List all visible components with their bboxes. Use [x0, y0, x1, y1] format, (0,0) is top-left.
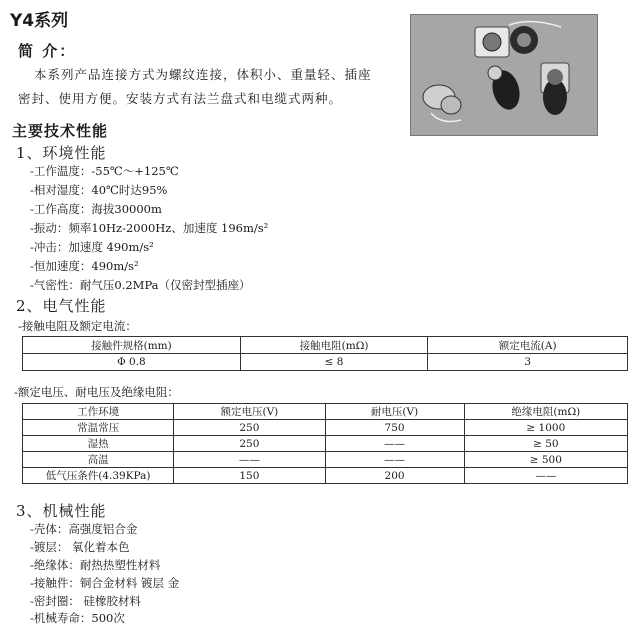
voltage-insulation-table	[22, 403, 628, 484]
main-specs-heading: 主要技术性能	[12, 122, 109, 140]
mech-item-insulator: -绝缘体：耐热热塑性材料	[30, 558, 161, 572]
table-cell: 150	[174, 468, 325, 484]
mech-item-life: -机械寿命：500次	[30, 611, 125, 625]
table-cell: 250	[174, 436, 325, 452]
env-item-airtightness: -气密性：耐气压0.2MPa（仅密封型插座）	[30, 278, 251, 292]
table-cell: ≤ 8	[240, 354, 428, 371]
mech-item-shell: -壳体：高强度铝合金	[30, 522, 138, 536]
env-heading: 1、环境性能	[16, 144, 107, 162]
env-item-temperature: -工作温度：-55℃～+125℃	[30, 164, 179, 178]
table-header-cell: 额定电流(A)	[428, 337, 628, 354]
page-title: Y4系列	[10, 11, 69, 31]
env-item-acceleration: -恒加速度：490m/s²	[30, 259, 139, 273]
contact-table-label: -接触电阻及额定电流：	[18, 319, 137, 333]
table-header-cell: 额定电压(V)	[174, 404, 325, 420]
table-cell: ——	[464, 468, 627, 484]
table-header-row	[23, 337, 628, 354]
table-cell: ——	[174, 452, 325, 468]
intro-line-2: 密封、使用方便。安装方式有法兰盘式和电缆式两种。	[18, 91, 343, 106]
table-cell: 常温常压	[23, 420, 174, 436]
table-row	[23, 436, 628, 452]
table-row	[23, 468, 628, 484]
table-header-cell: 工作环境	[23, 404, 174, 420]
env-item-humidity: -相对湿度：40℃时达95%	[30, 183, 168, 197]
table-cell: 250	[174, 420, 325, 436]
elec-heading: 2、电气性能	[16, 297, 107, 315]
table-cell: 湿热	[23, 436, 174, 452]
table-cell: Φ 0.8	[23, 354, 241, 371]
env-item-altitude: -工作高度：海拔30000m	[30, 202, 162, 216]
intro-heading: 简 介：	[18, 42, 77, 60]
table-cell: ≥ 500	[464, 452, 627, 468]
table-cell: ≥ 1000	[464, 420, 627, 436]
mech-item-contact: -接触件：铜合金材料 镀层 金	[30, 576, 180, 590]
table-cell: ——	[325, 452, 464, 468]
table-header-cell: 耐电压(V)	[325, 404, 464, 420]
table-cell: 200	[325, 468, 464, 484]
table-header-cell: 绝缘电阻(mΩ)	[464, 404, 627, 420]
table-cell: 低气压条件(4.39KPa)	[23, 468, 174, 484]
table-header-cell: 接触电阻(mΩ)	[240, 337, 428, 354]
env-item-shock: -冲击：加速度 490m/s²	[30, 240, 154, 254]
table-row	[23, 420, 628, 436]
product-photo	[410, 14, 598, 136]
intro-line-1: 本系列产品连接方式为螺纹连接，体积小、重量轻、插座	[34, 67, 372, 82]
table-cell: 750	[325, 420, 464, 436]
env-item-vibration: -振动：频率10Hz-2000Hz、加速度 196m/s²	[30, 221, 269, 235]
table-row	[23, 354, 628, 371]
table-cell: 高温	[23, 452, 174, 468]
mech-heading: 3、机械性能	[16, 502, 107, 520]
table-header-cell: 接触件规格(mm)	[23, 337, 241, 354]
mech-item-seal: -密封圈： 硅橡胶材料	[30, 594, 142, 608]
table-cell: ——	[325, 436, 464, 452]
voltage-table-label: -额定电压、耐电压及绝缘电阻：	[14, 385, 179, 399]
contact-resistance-table	[22, 336, 628, 371]
table-cell: ≥ 50	[464, 436, 627, 452]
table-header-row	[23, 404, 628, 420]
mech-item-plating: -镀层： 氧化着本色	[30, 540, 130, 554]
connector-image	[411, 15, 597, 135]
table-cell: 3	[428, 354, 628, 371]
table-row	[23, 452, 628, 468]
